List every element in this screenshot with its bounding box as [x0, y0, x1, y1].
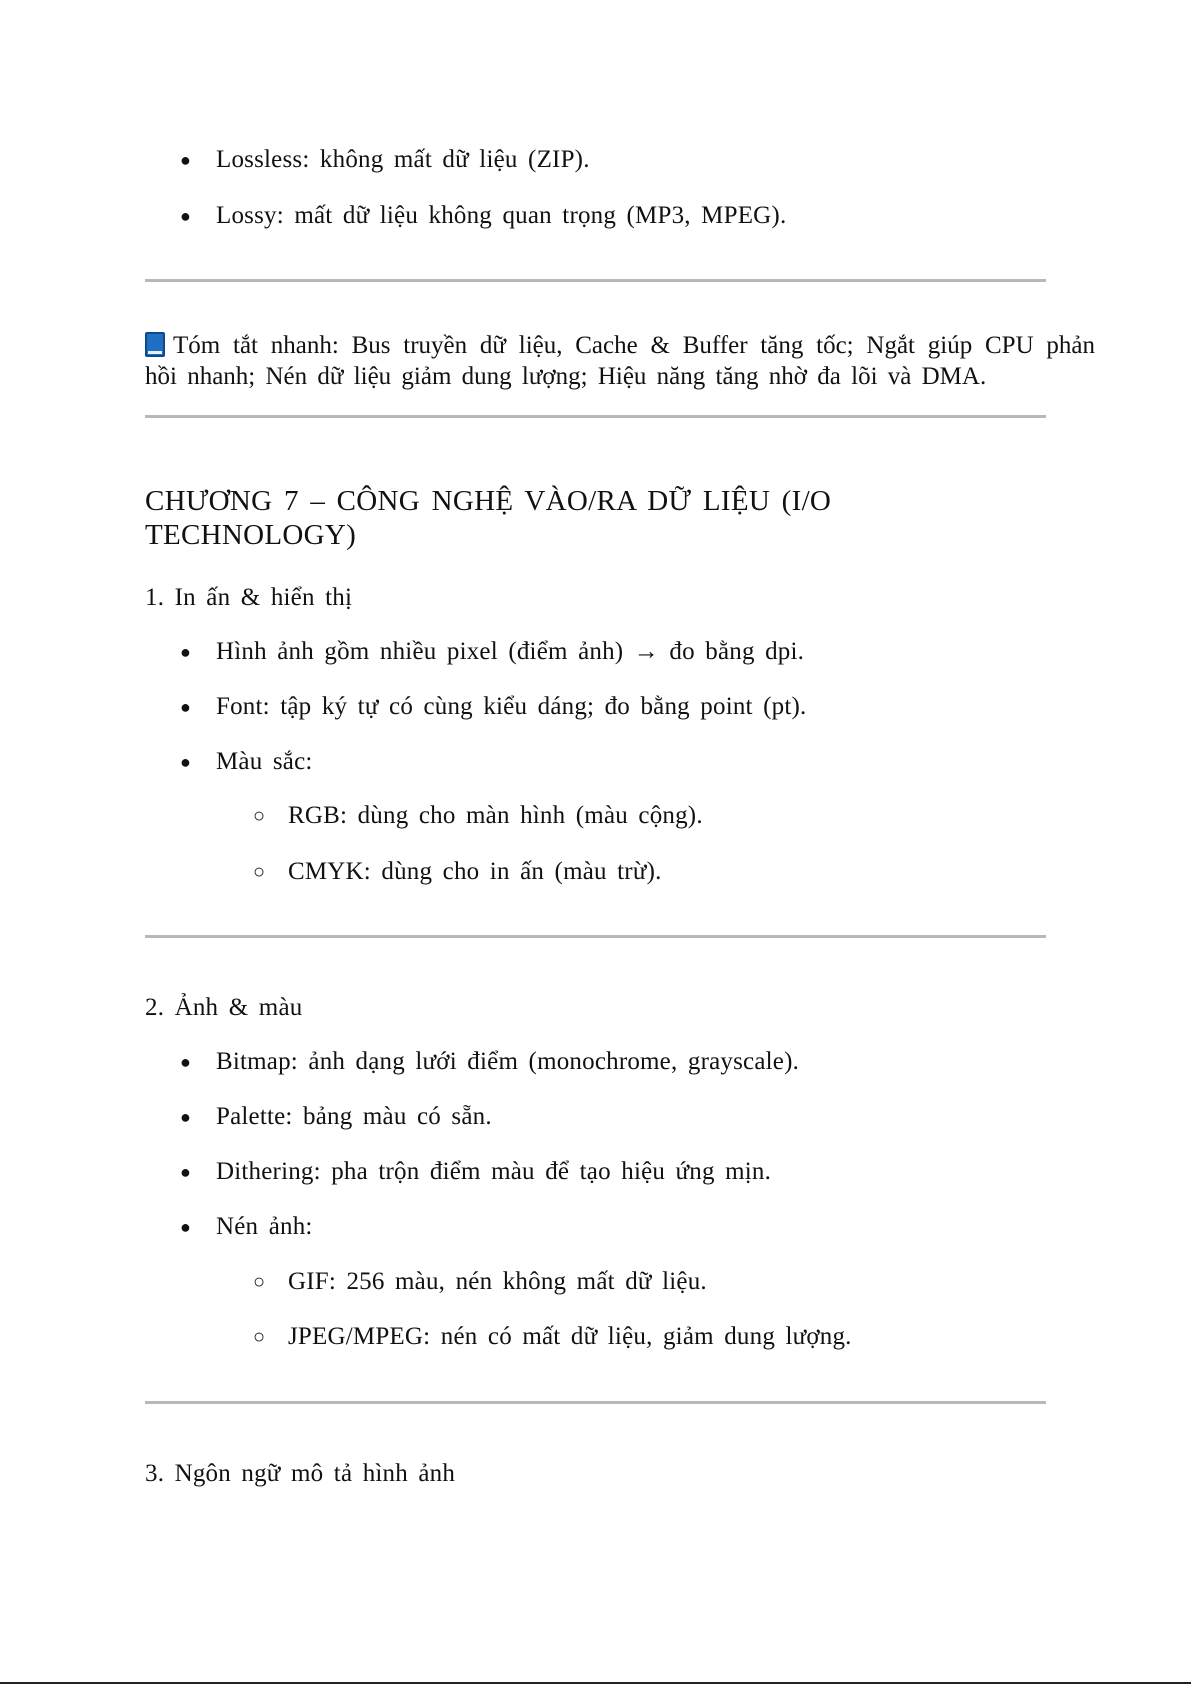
- horizontal-divider: [145, 279, 1046, 282]
- bullet-marker: ●: [180, 752, 191, 772]
- bullet-marker: ●: [180, 1162, 191, 1182]
- bullet-marker: ●: [180, 642, 191, 662]
- list-item: Bitmap: ảnh dạng lưới điểm (monochrome, grayscale).: [216, 1048, 800, 1075]
- list-item: Màu sắc:: [216, 748, 313, 775]
- sub-list-item: RGB: dùng cho màn hình (màu cộng).: [288, 802, 703, 829]
- horizontal-divider: [145, 935, 1046, 938]
- book-icon: [145, 332, 165, 357]
- subbullet-marker: ○: [253, 861, 266, 883]
- section-heading: 1. In ấn & hiển thị: [145, 584, 353, 611]
- horizontal-divider: [145, 415, 1046, 418]
- sub-list-item: GIF: 256 màu, nén không mất dữ liệu.: [288, 1268, 707, 1295]
- chapter-title: [145, 484, 945, 552]
- list-item: Lossy: mất dữ liệu không quan trọng (MP3, MPEG).: [216, 202, 787, 229]
- page-bottom-edge: [0, 1682, 1191, 1684]
- summary-paragraph: [145, 330, 1095, 392]
- list-item: Hình ảnh gồm nhiều pixel (điểm ảnh) → đo bằng dpi.: [216, 638, 805, 665]
- sub-list-item: JPEG/MPEG: nén có mất dữ liệu, giảm dung lượng.: [288, 1323, 852, 1350]
- list-item: Dithering: pha trộn điểm màu để tạo hiệu ứng mịn.: [216, 1158, 772, 1185]
- bullet-marker: ●: [180, 1217, 191, 1237]
- section-heading: 2. Ảnh & màu: [145, 994, 303, 1021]
- section-heading: 3. Ngôn ngữ mô tả hình ảnh: [145, 1460, 456, 1487]
- chapter-title-line: TECHNOLOGY): [145, 519, 357, 551]
- horizontal-divider: [145, 1401, 1046, 1404]
- list-item: Font: tập ký tự có cùng kiểu dáng; đo bằng point (pt).: [216, 693, 807, 720]
- list-item: Lossless: không mất dữ liệu (ZIP).: [216, 146, 590, 173]
- subbullet-marker: ○: [253, 1271, 266, 1293]
- bullet-marker: ●: [180, 206, 191, 226]
- summary-text: Tóm tắt nhanh: Bus truyền dữ liệu, Cache & Buffer tăng tốc; Ngắt giúp CPU phản hồi nhanh; Nén dữ liệu giảm dung lượng; Hiệu năng tăng nhờ đa lõi và DMA.: [145, 332, 1095, 390]
- bullet-marker: ●: [180, 150, 191, 170]
- subbullet-marker: ○: [253, 1326, 266, 1348]
- subbullet-marker: ○: [253, 805, 266, 827]
- bullet-marker: ●: [180, 1052, 191, 1072]
- chapter-title-line: CHƯƠNG 7 – CÔNG NGHỆ VÀO/RA DỮ LIỆU (I/O: [145, 485, 832, 517]
- bullet-marker: ●: [180, 1107, 191, 1127]
- bullet-marker: ●: [180, 697, 191, 717]
- list-item: Palette: bảng màu có sẵn.: [216, 1103, 492, 1130]
- list-item: Nén ảnh:: [216, 1213, 313, 1240]
- sub-list-item: CMYK: dùng cho in ấn (màu trừ).: [288, 858, 662, 885]
